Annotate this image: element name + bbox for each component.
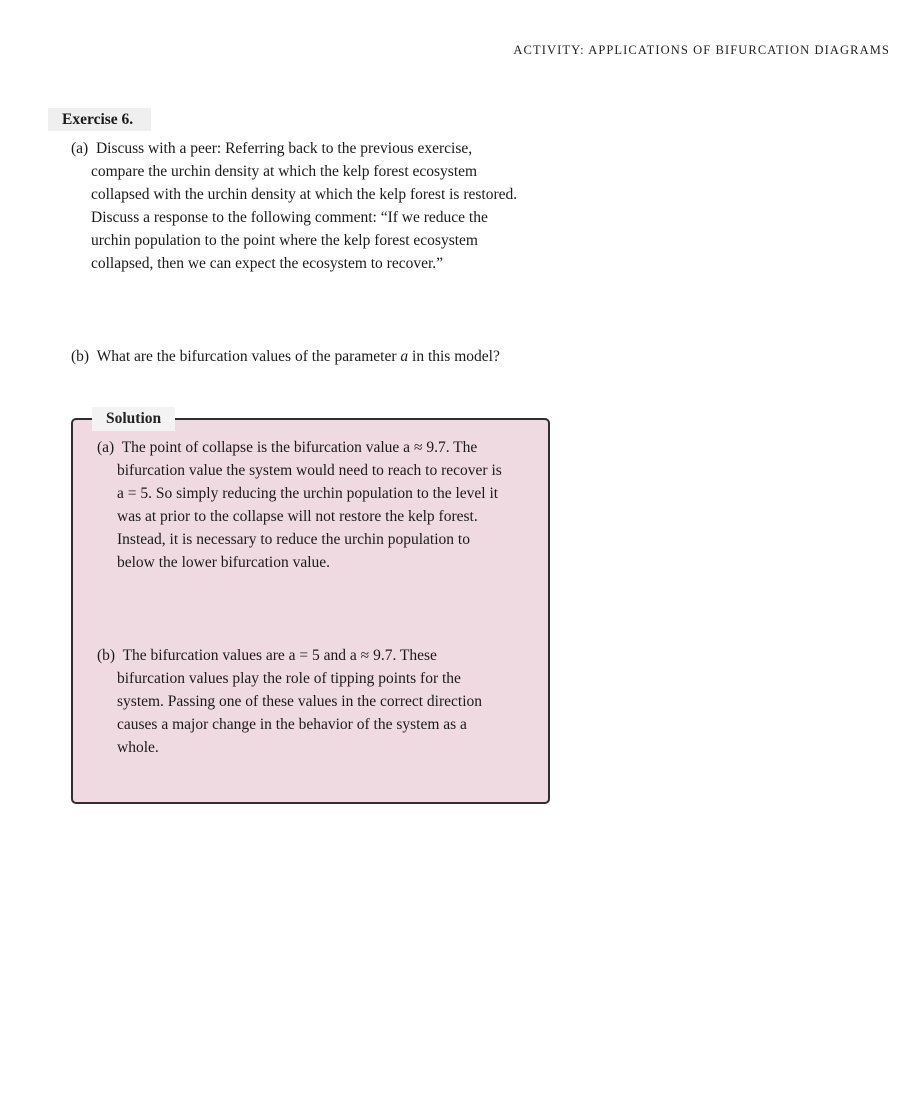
exercise-part-a-line-3: collapsed with the urchin density at which the kelp forest is restored. — [91, 186, 518, 203]
solution-part-a-line-1: (a) The point of collapse is the bifurcation value a ≈ 9.7. The — [97, 439, 478, 456]
solution-part-b-line-3: system. Passing one of these values in the correct direction — [117, 693, 483, 710]
solution-part-b-marker: (b) — [97, 647, 116, 664]
solution-part-b-line-1: (b) The bifurcation values are a = 5 and a ≈ 9.7. These — [97, 647, 437, 664]
solution-part-a-line-6: below the lower bifurcation value. — [117, 554, 331, 571]
exercise-part-a-line-6: collapsed, then we can expect the ecosystem to recover.” — [91, 255, 444, 272]
solution-part-a-marker: (a) — [97, 439, 115, 456]
solution-label: Solution — [92, 407, 175, 431]
exercise-part-a-line-4: Discuss a response to the following comment: “If we reduce the — [91, 209, 488, 226]
solution-part-b-line-5: whole. — [117, 739, 159, 756]
part-a-marker: (a) — [71, 140, 89, 157]
running-header: ACTIVITY: APPLICATIONS OF BIFURCATION DIAGRAMS — [513, 43, 890, 57]
solution-part-a-line-3: a = 5. So simply reducing the urchin population to the level it — [117, 485, 499, 502]
exercise-part-a — [71, 137, 517, 275]
exercise-part-a-line-5: urchin population to the point where the kelp forest ecosystem — [91, 232, 478, 249]
exercise-label: Exercise 6. — [48, 108, 151, 131]
parameter-variable: a — [400, 348, 409, 365]
solution-part-a — [97, 436, 502, 574]
solution-part-b-line-2: bifurcation values play the role of tipping points for the — [117, 670, 461, 687]
exercise-part-b — [71, 345, 500, 368]
exercise-part-b-line-1: (b) What are the bifurcation values of the parameter a in this model? — [71, 348, 500, 365]
exercise-part-a-line-1: (a) Discuss with a peer: Referring back to the previous exercise, — [71, 140, 473, 157]
solution-part-a-line-5: Instead, it is necessary to reduce the urchin population to — [117, 531, 470, 548]
part-b-marker: (b) — [71, 348, 90, 365]
exercise-part-a-line-2: compare the urchin density at which the kelp forest ecosystem — [91, 163, 478, 180]
solution-part-b-line-4: causes a major change in the behavior of the system as a — [117, 716, 467, 733]
solution-part-b — [97, 644, 482, 759]
solution-part-a-line-4: was at prior to the collapse will not restore the kelp forest. — [117, 508, 478, 525]
solution-part-a-line-2: bifurcation value the system would need to reach to recover is — [117, 462, 502, 479]
